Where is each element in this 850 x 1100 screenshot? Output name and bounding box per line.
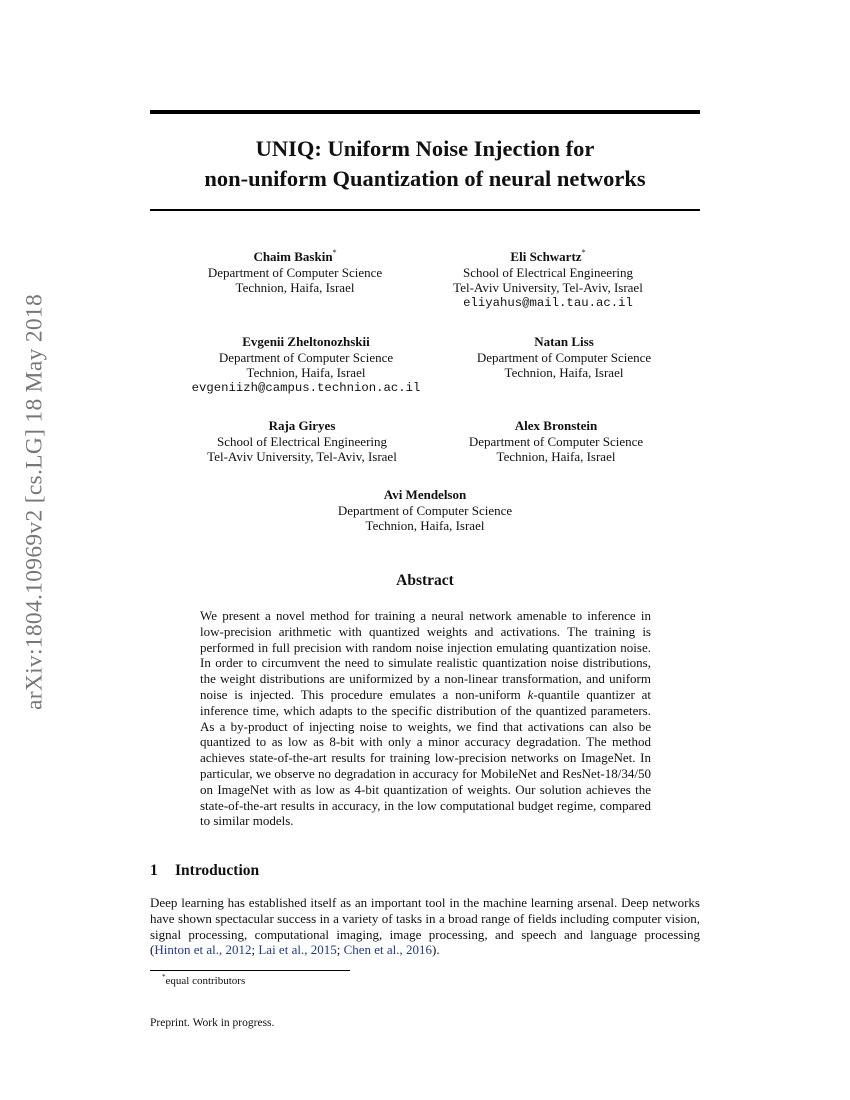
equal-contribution-mark: *: [332, 248, 337, 257]
author-department: Department of Computer Science: [218, 349, 394, 365]
citation-separator: ;: [336, 942, 344, 958]
title-line-1: UNIQ: Uniform Noise Injection for: [255, 136, 595, 161]
author-block-avi-mendelson: [275, 487, 575, 534]
author-department: School of Electrical Engineering: [216, 433, 388, 449]
author-email[interactable]: eliyahus@mail.tau.ac.il: [463, 295, 633, 310]
citation-closing: ).: [432, 942, 440, 958]
footnote-mark: *: [162, 973, 166, 981]
author-name: Raja Giryes: [268, 418, 336, 433]
author-name: Natan Liss: [534, 334, 594, 349]
author-department: Department of Computer Science: [476, 349, 652, 365]
footnote: [162, 975, 245, 987]
author-affiliation: Technion, Haifa, Israel: [504, 365, 624, 380]
abstract-heading: Abstract: [396, 572, 454, 589]
author-name: Alex Bronstein: [514, 418, 598, 433]
author-department: Department of Computer Science: [468, 433, 644, 449]
author-department: Department of Computer Science: [337, 502, 513, 518]
paper-title: [150, 134, 700, 194]
equal-contribution-mark: *: [581, 248, 586, 257]
citation-separator: ;: [251, 942, 259, 958]
author-affiliation: Tel-Aviv University, Tel-Aviv, Israel: [207, 449, 397, 464]
preprint-notice: Preprint. Work in progress.: [150, 1017, 275, 1029]
author-department: School of Electrical Engineering: [462, 264, 634, 280]
author-affiliation: Technion, Haifa, Israel: [496, 449, 616, 464]
author-department: Department of Computer Science: [207, 264, 383, 280]
author-email[interactable]: evgeniizh@campus.technion.ac.il: [191, 380, 421, 395]
author-affiliation: Technion, Haifa, Israel: [235, 280, 355, 295]
citation-link-hinton-2012[interactable]: Hinton et al., 2012: [154, 942, 252, 958]
author-block-natan-liss: [414, 334, 714, 381]
author-affiliation: Technion, Haifa, Israel: [246, 365, 366, 380]
author-block-eli-schwartz: [398, 249, 698, 311]
k-math-symbol: k: [527, 686, 534, 702]
footnote-text: equal contributors: [165, 975, 246, 987]
citation-link-lai-2015[interactable]: Lai et al., 2015: [258, 942, 337, 958]
abstract-text-part-1: We present a novel method for training a neural network amenable to inference in low-precision arithmetic with quantized weights and activations. The training is performed in full precision with random noise injection emulating quantization noise. In order to circumvent the need to simulate realistic quantization noise distributions, the weight distributions are uniformized by a non-linear transformation, and uniform noise is injected. This procedure emulates a non-uniform: [200, 608, 651, 702]
author-name: Eli Schwartz: [510, 249, 582, 264]
section-number: 1: [150, 862, 158, 879]
title-bottom-rule: [150, 209, 700, 211]
author-name: Chaim Baskin: [253, 249, 333, 264]
author-affiliation: Tel-Aviv University, Tel-Aviv, Israel: [453, 280, 643, 295]
author-affiliation: Technion, Haifa, Israel: [365, 518, 485, 533]
author-name: Evgenii Zheltonozhskii: [242, 334, 370, 349]
introduction-text: Deep learning has established itself as an important tool in the machine learning arsenal. Deep networks have shown spectacular success in a variety of tasks in a broad range of fields including computer vision, signal processing, computational imaging, image processing, and speech and language processing (: [150, 895, 700, 958]
introduction-paragraph: [150, 895, 700, 958]
title-top-rule: [150, 110, 700, 114]
title-line-2: non-uniform Quantization of neural networks: [204, 166, 646, 191]
author-block-evgenii-zheltonozhskii: [156, 334, 456, 396]
arxiv-identifier-stamp: arXiv:1804.10969v2 [cs.LG] 18 May 2018: [21, 293, 48, 711]
section-title: Introduction: [175, 862, 260, 879]
author-block-alex-bronstein: [406, 418, 706, 465]
author-name: Avi Mendelson: [383, 487, 467, 502]
citation-link-chen-2016[interactable]: Chen et al., 2016: [343, 942, 433, 958]
section-heading-introduction: [150, 862, 259, 880]
footnote-rule: [150, 970, 350, 971]
abstract-body: [200, 608, 651, 829]
abstract-text-part-2: -quantile quantizer at inference time, which adapts to the specific distribution of the quantized parameters. As a by-product of injecting noise to weights, we find that activations can also be quantized to as low as 8-bit with only a minor accuracy degradation. The method achieves state-of-the-art results for training low-precision networks on ImageNet. In particular, we observe no degradation in accuracy for MobileNet and ResNet-18/34/50 on ImageNet with as low as 4-bit quantization of weights. Our solution achieves the state-of-the-art results in accuracy, in the low computational budget regime, compared to similar models.: [200, 686, 651, 829]
